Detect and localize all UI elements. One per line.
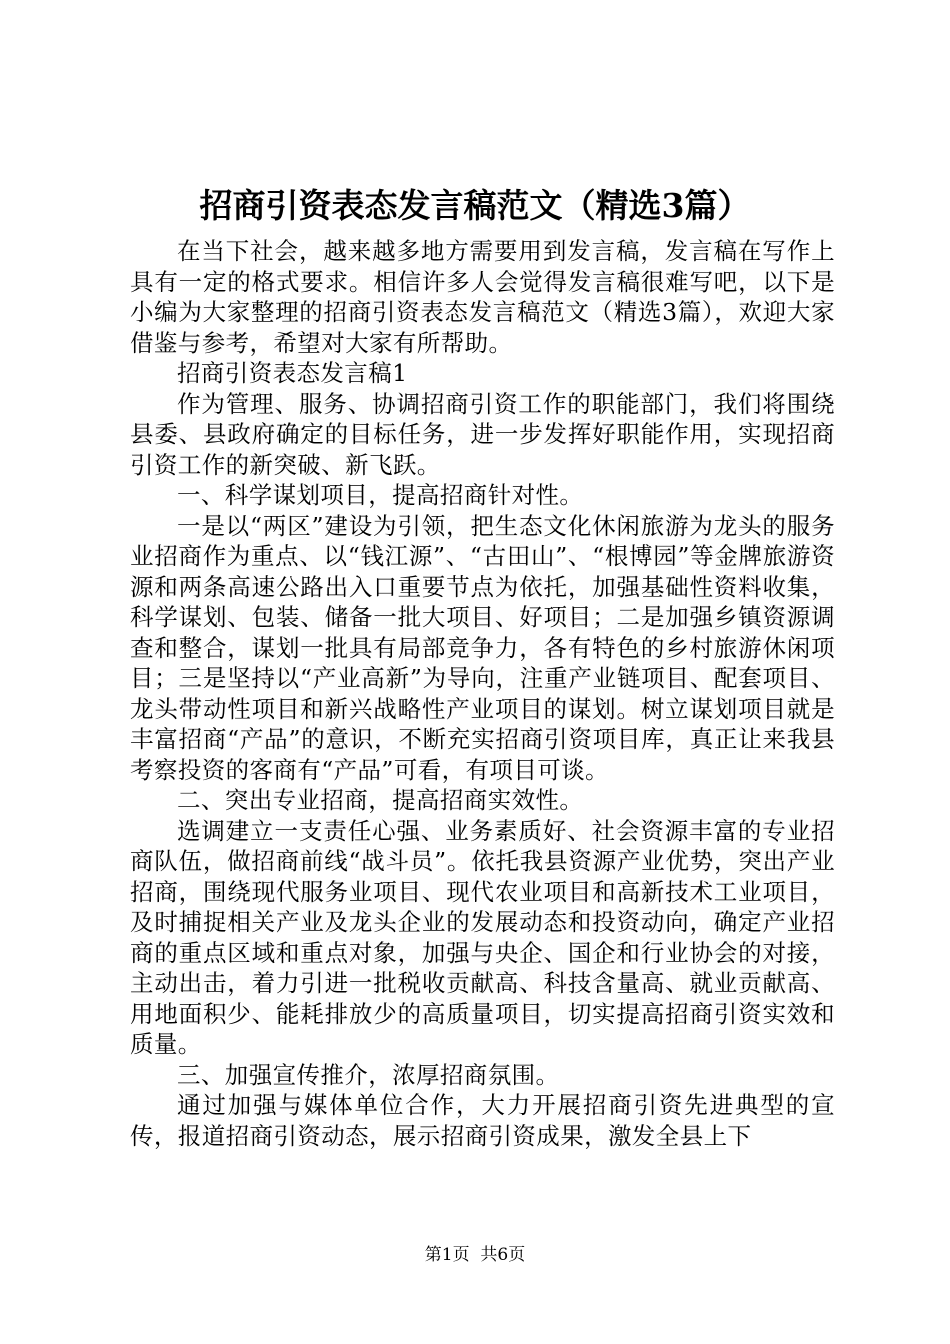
body-paragraph: 一是以“两区”建设为引领，把生态文化休闲旅游为龙头的服务业招商作为重点、以“钱江源”、“古田山”、“根博园”等金牌旅游资源和两条高速公路出入口重要节点为依托，加强基础性资料收集，科学谋划、包装、储备一批大项目、好项目；二是加强乡镇资源调查和整合，谋划一批具有局部竞争力，各有特色的乡村旅游休闲项目；三是坚持以“产业高新”为导向，注重产业链项目、配套项目、龙头带动性项目和新兴战略性产业项目的谋划。树立谋划项目就是丰富招商“产品”的意识，不断充实招商引资项目库，真正让来我县考察投资的客商有“产品”可看，有项目可谈。 <box>130 511 835 784</box>
body-paragraph: 通过加强与媒体单位合作，大力开展招商引资先进典型的宣传，报道招商引资动态，展示招商引资成果，激发全县上下 <box>130 1091 835 1150</box>
subsection-heading: 一、科学谋划项目，提高招商针对性。 <box>177 481 584 509</box>
intro-paragraph: 在当下社会，越来越多地方需要用到发言稿，发言稿在写作上具有一定的格式要求。相信许多人会觉得发言稿很难写吧，以下是小编为大家整理的招商引资表态发言稿范文（精选3篇），欢迎大家借鉴与参考，希望对大家有所帮助。 <box>130 237 835 357</box>
document-body <box>130 236 835 1151</box>
page-footer: 第1页 共6页 <box>424 1245 526 1265</box>
subsection-heading: 三、加强宣传推介，浓厚招商氛围。 <box>177 1060 560 1089</box>
subsection-heading: 二、突出专业招商，提高招商实效性。 <box>177 786 584 814</box>
body-paragraph: 选调建立一支责任心强、业务素质好、社会资源丰富的专业招商队伍，做招商前线“战斗员”。依托我县资源产业优势，突出产业招商，围绕现代服务业项目、现代农业项目和高新技术工业项目，及时捕捉相关产业及龙头企业的发展动态和投资动向，确定产业招商的重点区域和重点对象，加强与央企、国企和行业协会的对接，主动出击，着力引进一批税收贡献高、科技含量高、就业贡献高、用地面积少、能耗排放少的高质量项目，切实提高招商引资实效和质量。 <box>130 816 835 1058</box>
document-title: 招商引资表态发言稿范文（精选3篇） <box>199 186 751 225</box>
body-paragraph: 作为管理、服务、协调招商引资工作的职能部门，我们将围绕县委、县政府确定的目标任务，进一步发挥好职能作用，实现招商引资工作的新突破、新飞跃。 <box>130 389 835 479</box>
section-heading: 招商引资表态发言稿1 <box>177 359 408 387</box>
